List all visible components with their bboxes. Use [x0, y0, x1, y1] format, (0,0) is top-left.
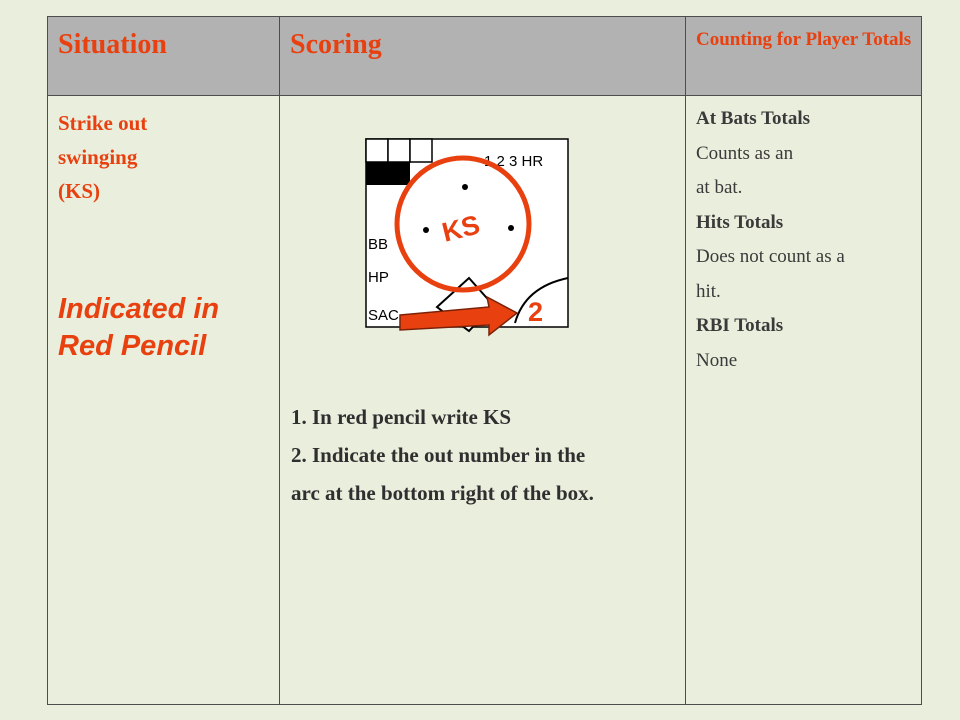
dot-top — [462, 184, 468, 190]
count-fill-1 — [366, 162, 388, 185]
scoring-cell — [280, 96, 686, 705]
count-box-1 — [366, 139, 388, 162]
at-bats-text-2: at bat. — [696, 177, 743, 198]
header-situation: Situation — [48, 17, 280, 96]
label-sac: SAC — [368, 307, 399, 324]
hits-text-2: hit. — [696, 280, 721, 302]
header-row — [48, 17, 922, 96]
totals-cell — [686, 96, 922, 705]
step-line: 2. Indicate the out number in the — [291, 443, 586, 467]
rbi-label: RBI Totals — [696, 315, 784, 336]
hits-text-1: Does not count as a — [696, 246, 845, 267]
scoring-table — [47, 16, 922, 705]
rbi-value: None — [696, 349, 738, 371]
situation-line-1: Strike out — [58, 111, 148, 135]
scoring-steps — [291, 398, 594, 512]
header-counting: Counting for Player Totals — [686, 17, 922, 96]
situation-cell — [48, 96, 280, 705]
situation-note-line-1: Indicated in — [58, 293, 220, 325]
scorebox-diagram — [365, 137, 575, 337]
count-box-3 — [410, 139, 432, 162]
hits-label: Hits Totals — [696, 211, 784, 233]
dot-left — [423, 227, 429, 233]
at-bats-text-1: Counts as an — [696, 142, 794, 164]
label-bb: BB — [368, 236, 389, 253]
situation-note-line-2: Red Pencil — [58, 330, 207, 362]
ks-mark: KS — [439, 209, 483, 248]
body-row — [48, 96, 922, 705]
count-box-2 — [388, 139, 410, 162]
out-number: 2 — [528, 297, 544, 327]
dot-right — [508, 225, 514, 231]
count-fill-2 — [388, 162, 410, 185]
step-line: 1. In red pencil write KS — [291, 405, 512, 429]
situation-line-2: swinging — [58, 145, 138, 169]
at-bats-label: At Bats Totals — [696, 108, 811, 129]
label-hp: HP — [368, 269, 389, 286]
header-scoring: Scoring — [280, 17, 686, 96]
situation-line-3: (KS) — [58, 179, 100, 203]
situation-note — [58, 291, 269, 365]
bases-label: 1 2 3 HR — [484, 153, 544, 170]
step-line: arc at the bottom right of the box. — [291, 481, 594, 505]
